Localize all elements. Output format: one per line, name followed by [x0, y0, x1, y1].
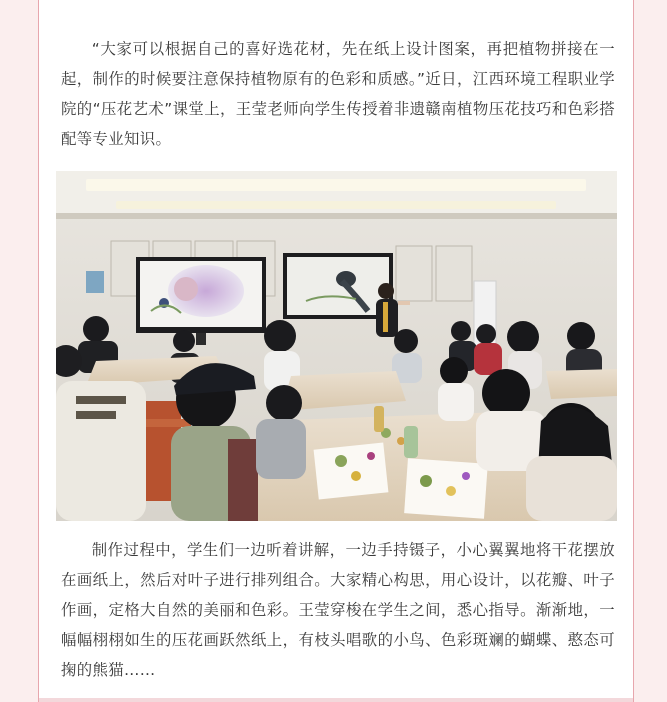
classroom-photo [56, 171, 617, 521]
article-paragraph-2: 制作过程中，学生们一边听着讲解，一边手持镊子，小心翼翼地将干花摆放在画纸上，然后对叶子进行排列组合。大家精心构思，用心设计，以花瓣、叶子作画，定格大自然的美丽和色彩。王莹穿梭在学生之间，悉心指导。渐渐地，一幅幅栩栩如生的压花画跃然纸上，有枝头唱歌的小鸟、色彩斑斓的蝴蝶、憨态可掬的熊猫…… [61, 541, 615, 679]
card-bottom-divider [39, 698, 633, 702]
article-paragraph-1: “大家可以根据自己的喜好选花材，先在纸上设计图案，再把植物拼接在一起，制作的时候要注意保持植物原有的色彩和质感。”近日，江西环境工程职业学院的“压花艺术”课堂上，王莹老师向学生传授着非遗赣南植物压花技巧和色彩搭配等专业知识。 [61, 40, 615, 148]
classroom-photo-illustration [56, 171, 617, 521]
article-card [38, 0, 634, 702]
